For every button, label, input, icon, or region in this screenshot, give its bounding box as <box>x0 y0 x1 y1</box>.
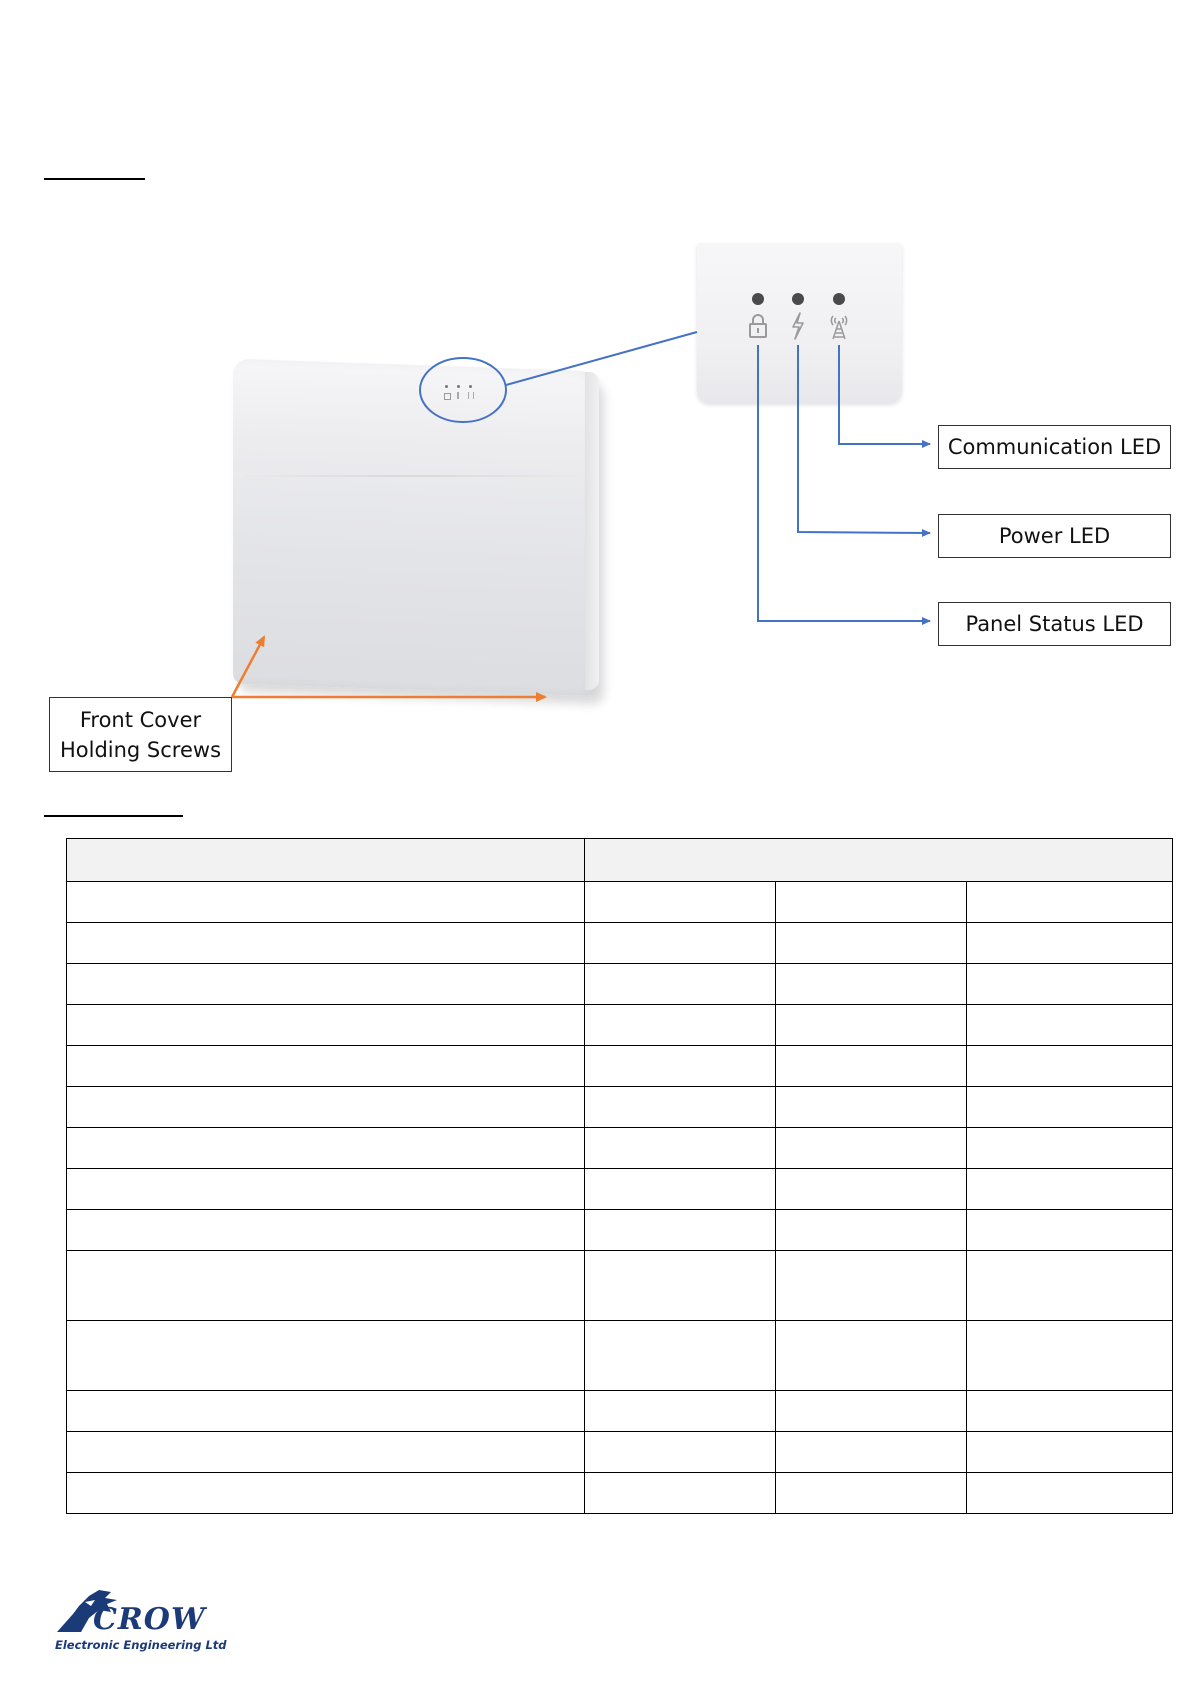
power-led-label: Power LED <box>938 514 1171 558</box>
table-cell <box>67 1005 585 1046</box>
table-cell <box>776 964 967 1005</box>
power-led-arrow <box>798 345 930 533</box>
front-cover-screws-label <box>49 697 232 772</box>
table-cell <box>585 1391 776 1432</box>
table-row <box>67 1251 1173 1321</box>
table-row <box>67 923 1173 964</box>
table-cell <box>67 1087 585 1128</box>
table-cell <box>967 1005 1173 1046</box>
table-row <box>67 1391 1173 1432</box>
table-cell <box>967 1046 1173 1087</box>
table-row <box>67 1169 1173 1210</box>
table-cell <box>585 1321 776 1391</box>
front-cover-line-1: Front Cover <box>79 707 202 732</box>
table-cell <box>776 923 967 964</box>
table-cell <box>67 1321 585 1391</box>
table-cell <box>585 1046 776 1087</box>
table-row <box>67 1046 1173 1087</box>
table-cell <box>967 964 1173 1005</box>
table-cell <box>67 882 585 923</box>
crow-logo <box>55 1588 227 1658</box>
table-row <box>67 882 1173 923</box>
logo-tagline: Electronic Engineering Ltd <box>55 1638 227 1652</box>
table-cell <box>585 1169 776 1210</box>
table-cell <box>67 1391 585 1432</box>
table-cell <box>967 1473 1173 1514</box>
logo-wordmark: CROW <box>93 1602 206 1637</box>
table-cell <box>585 1473 776 1514</box>
table-cell <box>67 964 585 1005</box>
table-cell <box>967 1391 1173 1432</box>
panel-status-led-arrow <box>758 345 930 621</box>
callout-lines <box>0 0 1191 800</box>
table-cell <box>776 1169 967 1210</box>
table-cell <box>585 964 776 1005</box>
table-cell <box>67 923 585 964</box>
table-header-cell <box>585 839 1173 882</box>
communication-led-label: Communication LED <box>938 425 1171 469</box>
table-cell <box>967 1087 1173 1128</box>
table-cell <box>967 1210 1173 1251</box>
table-cell <box>967 1128 1173 1169</box>
table-row <box>67 1473 1173 1514</box>
table-row <box>67 1210 1173 1251</box>
table-cell <box>585 882 776 923</box>
table-header-cell <box>67 839 585 882</box>
table-cell <box>967 1169 1173 1210</box>
table-cell <box>67 1169 585 1210</box>
table-cell <box>585 1432 776 1473</box>
specification-table <box>66 838 1173 1514</box>
table-cell <box>776 1391 967 1432</box>
table-row <box>67 1087 1173 1128</box>
table-cell <box>67 1473 585 1514</box>
table-row <box>67 964 1173 1005</box>
table-cell <box>776 1128 967 1169</box>
table-cell <box>67 1046 585 1087</box>
table-row <box>67 1432 1173 1473</box>
table-cell <box>585 1128 776 1169</box>
led-highlight-ellipse <box>420 358 506 422</box>
table-header-row <box>67 839 1173 882</box>
table-cell <box>67 1251 585 1321</box>
table-cell <box>967 1432 1173 1473</box>
table-cell <box>967 923 1173 964</box>
table-cell <box>776 1210 967 1251</box>
table-cell <box>585 1210 776 1251</box>
table-cell <box>776 1321 967 1391</box>
table-cell <box>776 1251 967 1321</box>
table-cell <box>967 1251 1173 1321</box>
table-cell <box>776 882 967 923</box>
table-cell <box>585 923 776 964</box>
table-cell <box>67 1432 585 1473</box>
communication-led-arrow <box>839 345 930 444</box>
zoom-connector-line <box>506 332 697 385</box>
table-cell <box>776 1087 967 1128</box>
table-cell <box>967 1321 1173 1391</box>
table-row <box>67 1005 1173 1046</box>
panel-status-led-label: Panel Status LED <box>938 602 1171 646</box>
front-cover-line-2: Holding Screws <box>59 737 222 762</box>
table-cell <box>776 1005 967 1046</box>
table-cell <box>967 882 1173 923</box>
table-cell <box>585 1087 776 1128</box>
table-row <box>67 1321 1173 1391</box>
table-cell <box>67 1128 585 1169</box>
section-heading-2 <box>44 815 183 817</box>
table-cell <box>776 1046 967 1087</box>
table-cell <box>776 1432 967 1473</box>
screw-arrow-left <box>232 637 264 697</box>
table-cell <box>776 1473 967 1514</box>
table-cell <box>585 1251 776 1321</box>
table-cell <box>67 1210 585 1251</box>
table-row <box>67 1128 1173 1169</box>
table-cell <box>585 1005 776 1046</box>
